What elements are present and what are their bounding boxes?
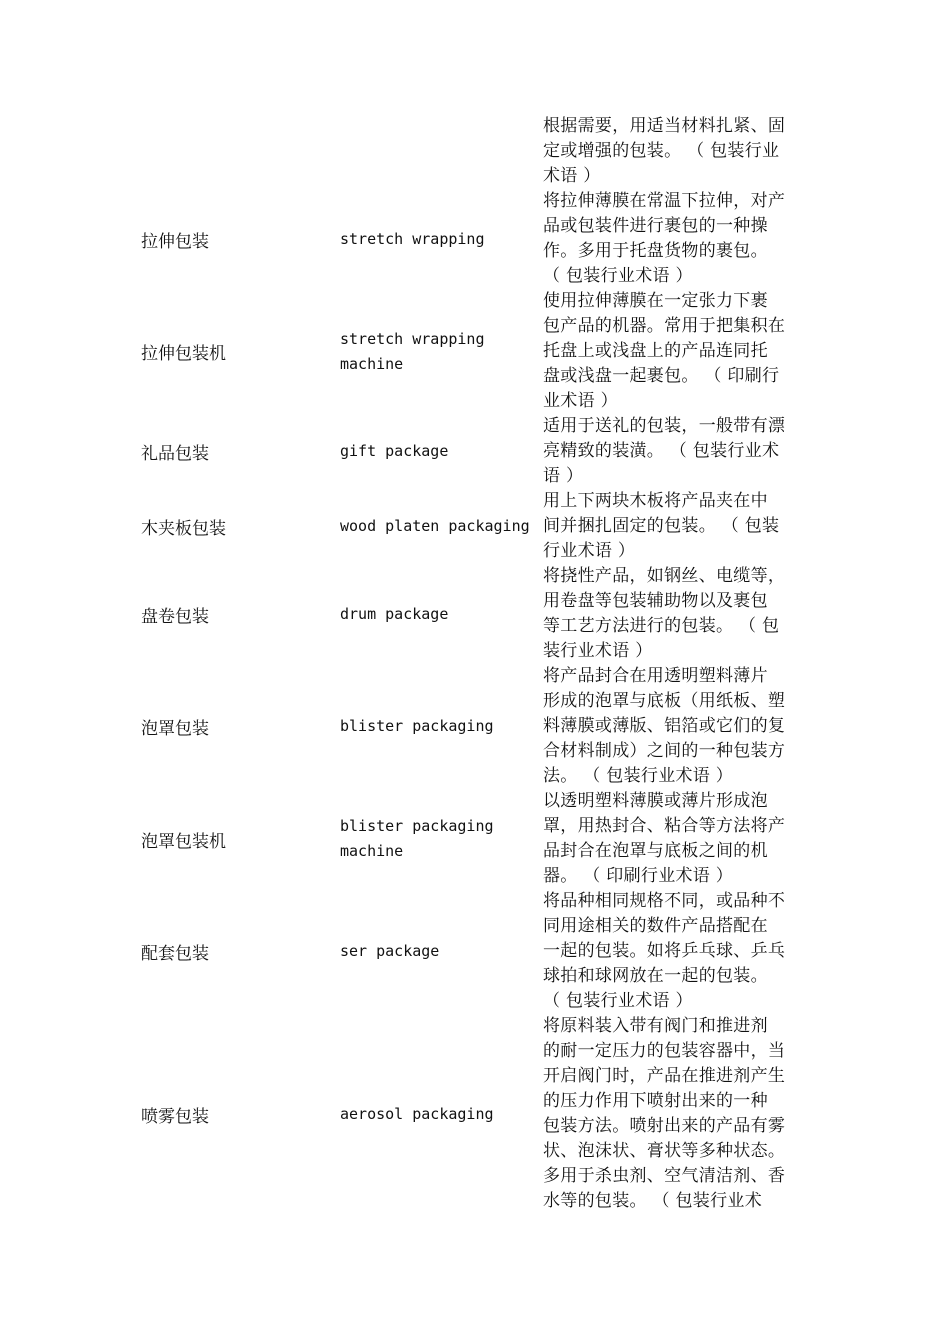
term-definition: 将品种相同规格不同，或品种不 同用途相关的数件产品搭配在 一起的包装。如将乒乓球、乒乓 球拍和球网放在一起的包装。 （ 包装行业术语 ） <box>543 891 786 1011</box>
term-english: gift package <box>340 442 449 460</box>
term-english: stretch wrapping machine <box>340 329 485 373</box>
term-chinese: 木夹板包装 <box>141 519 226 539</box>
term-definition: 将拉伸薄膜在常温下拉伸，对产 品或包装件进行裹包的一种操 作。多用于托盘货物的裹包。 （ 包装行业术语 ） <box>543 191 786 286</box>
table-row <box>141 1014 811 1214</box>
term-definition: 将挠性产品，如钢丝、电缆等， 用卷盘等包装辅助物以及裹包 等工艺方法进行的包装。 （ 包 装行业术语 ） <box>543 566 786 661</box>
table-row <box>141 889 811 1014</box>
table-row <box>141 414 811 489</box>
table-row <box>141 664 811 789</box>
term-chinese: 喷雾包装 <box>141 1106 209 1127</box>
table-row <box>141 564 811 664</box>
table-row <box>141 789 811 889</box>
term-chinese: 礼品包装 <box>141 444 209 464</box>
term-definition: 使用拉伸薄膜在一定张力下裹 包产品的机器。常用于把集积在 托盘上或浅盘上的产品连同托 盘或浅盘一起裹包。 （ 印刷行 业术语 ） <box>543 291 786 411</box>
term-chinese: 泡罩包装 <box>141 719 209 739</box>
term-chinese: 拉伸包装机 <box>141 344 226 364</box>
terms-table <box>141 189 811 1214</box>
term-english: drum package <box>340 604 449 623</box>
term-english: ser package <box>340 942 440 960</box>
term-definition: 将原料装入带有阀门和推进剂 的耐一定压力的包装容器中，当 开启阀门时，产品在推进剂产生 的压力作用下喷射出来的一种 包装方法。喷射出来的产品有雾 状、泡沫状、膏状等多种状态。 多用于杀虫剂、空气清洁剂、香 水等的包装。 （ 包装行业术 <box>543 1016 786 1211</box>
term-english: blister packaging <box>340 717 494 735</box>
term-english: aerosol packaging <box>340 1104 494 1123</box>
term-chinese: 盘卷包装 <box>141 606 209 627</box>
term-chinese: 配套包装 <box>141 944 209 964</box>
table-row <box>141 289 811 414</box>
term-english: stretch wrapping <box>340 229 485 248</box>
table-row <box>141 489 811 564</box>
term-definition: 将产品封合在用透明塑料薄片 形成的泡罩与底板（用纸板、塑 料薄膜或薄版、铝箔或它们的复 合材料制成）之间的一种包装方 法。 （ 包装行业术语 ） <box>543 666 786 786</box>
term-definition: 以透明塑料薄膜或薄片形成泡 罩，用热封合、粘合等方法将产 品封合在泡罩与底板之间的机 器。 （ 印刷行业术语 ） <box>543 791 786 886</box>
term-definition: 适用于送礼的包装，一般带有漂 亮精致的装潢。 （ 包装行业术 语 ） <box>543 416 786 486</box>
term-english: wood platen packaging <box>340 517 530 535</box>
table-row <box>141 189 811 289</box>
preceding-definition-text: 根据需要，用适当材料扎紧、固 定或增强的包装。 （ 包装行业 术语 ） <box>543 116 786 186</box>
term-chinese: 拉伸包装 <box>141 231 209 252</box>
term-definition: 用上下两块木板将产品夹在中 间并捆扎固定的包装。 （ 包装 行业术语 ） <box>543 491 780 561</box>
term-chinese: 泡罩包装机 <box>141 831 226 852</box>
term-english: blister packaging machine <box>340 817 494 860</box>
